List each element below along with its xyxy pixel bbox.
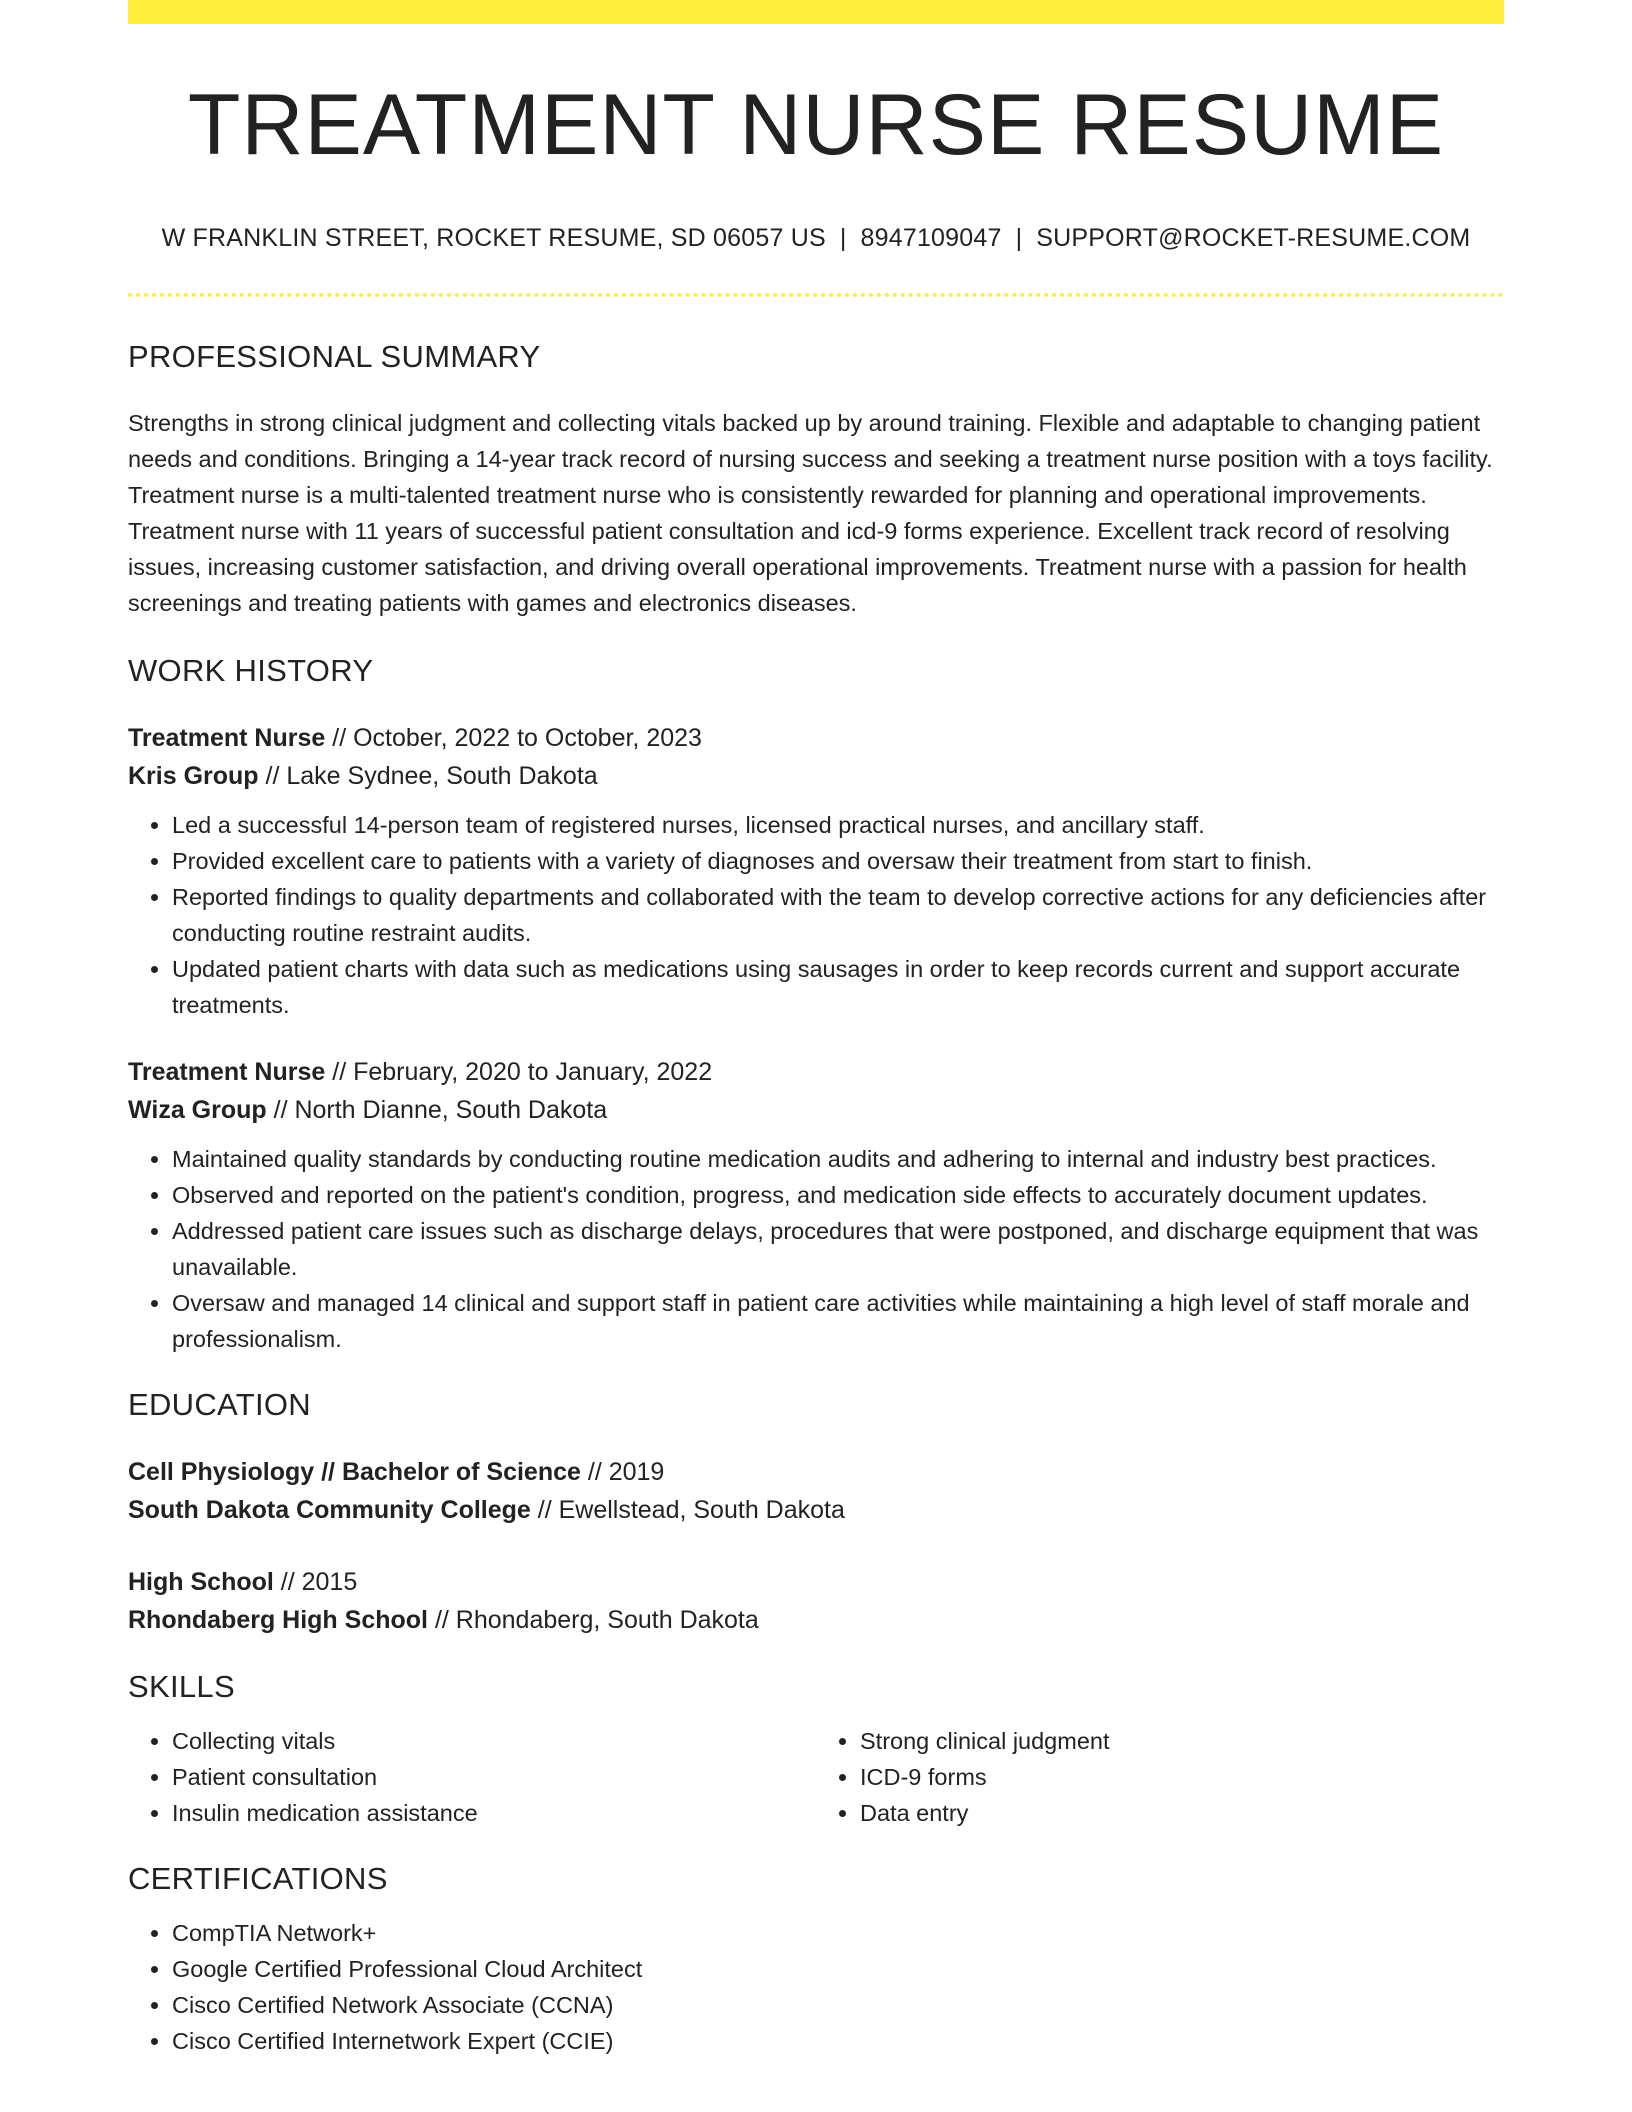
job-dates: // October, 2022 to October, 2023 — [325, 724, 702, 752]
work-history-heading: WORK HISTORY — [128, 653, 374, 688]
skills-list-left — [128, 1723, 816, 1831]
job-company-line — [128, 1091, 1504, 1129]
job-company: Wiza Group — [128, 1096, 267, 1124]
list-item: • Patient consultation — [172, 1759, 816, 1795]
list-item: • Updated patient charts with data such as medications using sausages in order to keep records current and support accurate treatments. — [172, 951, 1504, 1023]
skills-list-right — [816, 1723, 1504, 1831]
resume-title: TREATMENT NURSE RESUME — [187, 77, 1445, 173]
education-degree-line — [128, 1453, 1504, 1491]
education-degree-line — [128, 1563, 1504, 1601]
job-bullets — [128, 807, 1504, 1023]
education-year: // 2015 — [273, 1568, 358, 1596]
certifications-heading: CERTIFICATIONS — [128, 1861, 388, 1896]
education-heading: EDUCATION — [128, 1387, 311, 1422]
contact-line — [128, 224, 1504, 253]
job-title-line — [128, 719, 1504, 757]
education-location: // Rhondaberg, South Dakota — [428, 1606, 759, 1634]
list-item: • Data entry — [860, 1795, 1504, 1831]
education-year: // 2019 — [580, 1458, 665, 1486]
certifications-list — [128, 1915, 1504, 2059]
skills-heading: SKILLS — [128, 1669, 235, 1704]
list-item: • Oversaw and managed 14 clinical and support staff in patient care activities while maintaining a high level of staff morale and professionalism. — [172, 1285, 1504, 1357]
job-title: Treatment Nurse — [128, 1058, 326, 1086]
list-item: • Reported findings to quality departments and collaborated with the team to develop corrective actions for any deficiencies after conducting routine restraint audits. — [172, 879, 1504, 951]
job-company: Kris Group — [128, 762, 259, 790]
contact-separator: | — [1015, 224, 1023, 252]
job-entry — [128, 719, 1504, 1023]
education-degree: High School — [128, 1568, 274, 1596]
list-item: • Insulin medication assistance — [172, 1795, 816, 1831]
education-school-line — [128, 1601, 1504, 1639]
education-school: South Dakota Community College — [128, 1496, 531, 1524]
job-company-line — [128, 757, 1504, 795]
education-school: Rhondaberg High School — [128, 1606, 428, 1634]
resume-page — [128, 0, 1504, 2059]
education-entry — [128, 1453, 1504, 1529]
list-item: • Maintained quality standards by conducting routine medication audits and adhering to internal and industry best practices. — [172, 1141, 1504, 1177]
job-dates: // February, 2020 to January, 2022 — [325, 1058, 713, 1086]
list-item: • Cisco Certified Internetwork Expert (CCIE) — [172, 2023, 1504, 2059]
list-item: • Observed and reported on the patient's condition, progress, and medication side effects to accurately document updates. — [172, 1177, 1504, 1213]
summary-heading: PROFESSIONAL SUMMARY — [128, 339, 541, 374]
job-title-line — [128, 1053, 1504, 1091]
education-location: // Ewellstead, South Dakota — [530, 1496, 845, 1524]
dotted-divider — [128, 293, 1504, 297]
education-degree: Cell Physiology // Bachelor of Science — [128, 1458, 581, 1486]
education-entry — [128, 1563, 1504, 1639]
top-accent-bar — [128, 0, 1504, 24]
list-item: • Addressed patient care issues such as discharge delays, procedures that were postponed, and discharge equipment that was unavailable. — [172, 1213, 1504, 1285]
job-entry — [128, 1053, 1504, 1357]
contact-phone: 8947109047 — [860, 224, 1002, 252]
education-school-line — [128, 1491, 1504, 1529]
contact-separator: | — [839, 224, 847, 252]
list-item: • ICD-9 forms — [860, 1759, 1504, 1795]
list-item: • CompTIA Network+ — [172, 1915, 1504, 1951]
contact-email: SUPPORT@ROCKET-RESUME.COM — [1036, 224, 1471, 252]
summary-text: Strengths in strong clinical judgment and collecting vitals backed up by around training. Flexible and adaptable to changing patient needs and conditions. Bringing a 14-year track record of nursing success and seeking a treatment nurse position with a toys facility. Treatment nurse is a multi-talented treatment nurse who is consistently rewarded for planning and operational improvements. Treatment nurse with 11 years of successful patient consultation and icd-9 forms experience. Excellent track record of resolving issues, increasing customer satisfaction, and driving overall operational improvements. Treatment nurse with a passion for health screenings and treating patients with games and electronics diseases. — [128, 410, 1493, 616]
list-item: • Strong clinical judgment — [860, 1723, 1504, 1759]
job-location: // North Dianne, South Dakota — [266, 1096, 608, 1124]
list-item: • Led a successful 14-person team of registered nurses, licensed practical nurses, and ancillary staff. — [172, 807, 1504, 843]
list-item: • Cisco Certified Network Associate (CCNA) — [172, 1987, 1504, 2023]
skills-columns — [128, 1723, 1504, 1831]
list-item: • Provided excellent care to patients with a variety of diagnoses and oversaw their treatment from start to finish. — [172, 843, 1504, 879]
job-title: Treatment Nurse — [128, 724, 326, 752]
job-location: // Lake Sydnee, South Dakota — [258, 762, 598, 790]
contact-address: W FRANKLIN STREET, ROCKET RESUME, SD 06057 US — [161, 224, 826, 252]
list-item: • Google Certified Professional Cloud Architect — [172, 1951, 1504, 1987]
list-item: • Collecting vitals — [172, 1723, 816, 1759]
job-bullets — [128, 1141, 1504, 1357]
